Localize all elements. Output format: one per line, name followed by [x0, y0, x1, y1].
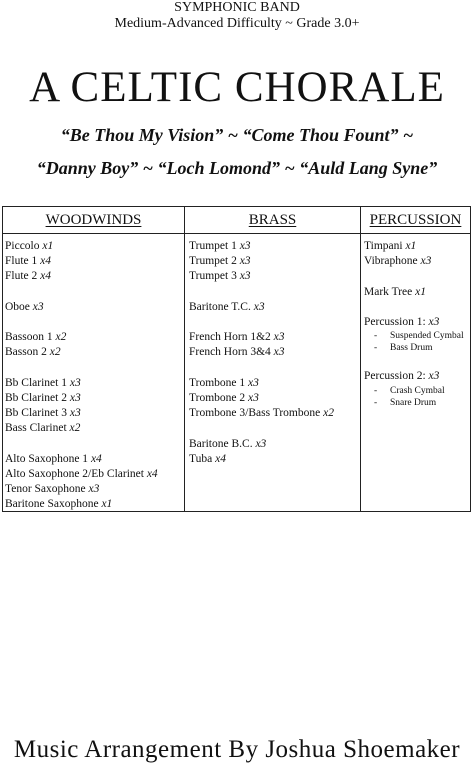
instrument-name: Oboe	[5, 300, 30, 313]
group-spacer	[5, 315, 184, 330]
woodwinds-list	[3, 239, 184, 513]
instrument-name: Alto Saxophone 1	[5, 452, 89, 465]
group-spacer	[364, 269, 470, 284]
group-spacer	[189, 421, 360, 436]
instrument-count: x2	[69, 422, 81, 435]
sub-item-dash: -	[374, 385, 378, 396]
sub-item-label: Bass Drum	[390, 343, 433, 354]
header-ensemble: SYMPHONIC BAND	[174, 0, 300, 15]
group-spacer	[5, 437, 184, 452]
instrument-name: Piccolo	[5, 240, 40, 252]
instrument-item	[189, 254, 360, 269]
instrument-count: x4	[40, 255, 51, 268]
instrument-name: Percussion 1:	[364, 315, 426, 328]
instrument-count: x3	[273, 331, 285, 344]
instrument-name: Basson 2	[5, 346, 47, 359]
instrument-name: French Horn 1&2	[189, 331, 271, 344]
instrument-name: Flute 2	[5, 270, 38, 283]
instrument-count: x3	[32, 300, 44, 313]
instrument-count: x3	[255, 437, 267, 450]
instrument-name: Tenor Saxophone	[5, 483, 86, 496]
instrumentation-table	[2, 206, 471, 512]
instrument-item	[364, 369, 470, 384]
instrument-item	[189, 330, 360, 345]
percussion-list	[361, 239, 470, 409]
instrument-item	[5, 452, 184, 467]
page-title: A CELTIC CHORALE	[29, 64, 445, 111]
instrument-count: x3	[420, 255, 432, 268]
instrument-count: x3	[239, 240, 251, 252]
instrument-name: Bass Clarinet	[5, 422, 67, 435]
instrument-count: x3	[253, 300, 265, 313]
sub-item-dash: -	[374, 331, 378, 342]
woodwinds-heading: WOODWINDS	[3, 207, 184, 234]
group-spacer	[364, 300, 470, 315]
instrument-item	[5, 467, 184, 482]
instrument-item	[5, 269, 184, 284]
brass-list	[185, 239, 360, 467]
instrument-count: x3	[248, 391, 259, 404]
instrument-count: x3	[248, 376, 259, 389]
instrument-item	[189, 391, 360, 406]
instrument-count: x4	[215, 452, 226, 465]
group-spacer	[189, 315, 360, 330]
group-spacer	[364, 354, 470, 369]
instrument-count: x3	[239, 255, 251, 268]
sub-item-label: Crash Cymbal	[390, 385, 445, 396]
instrument-name: Trombone 2	[189, 391, 246, 404]
instrument-count: x2	[49, 346, 61, 359]
instrument-count: x1	[415, 285, 426, 298]
instrument-count: x3	[69, 376, 81, 389]
percussion-sub-item	[364, 330, 470, 342]
group-spacer	[5, 285, 184, 300]
instrument-count: x3	[69, 391, 81, 404]
instrument-item	[189, 376, 360, 391]
instrument-name: Trumpet 1	[189, 240, 237, 252]
percussion-sub-item	[364, 385, 470, 397]
instrument-item	[5, 391, 184, 406]
instrument-item	[5, 482, 184, 497]
sub-item-label: Snare Drum	[390, 397, 437, 408]
instrument-item	[5, 345, 184, 360]
songs-line-1: “Be Thou My Vision” ~ “Come Thou Fount” ~	[60, 125, 414, 145]
instrument-name: Baritone Saxophone	[5, 498, 99, 511]
instrument-count: x1	[101, 498, 113, 511]
sub-item-dash: -	[374, 397, 378, 408]
instrument-item	[5, 254, 184, 269]
group-spacer	[5, 361, 184, 376]
instrument-name: Trombone 1	[189, 376, 246, 389]
instrument-name: Timpani	[364, 240, 403, 252]
woodwinds-column	[3, 207, 185, 511]
instrument-count: x2	[323, 407, 334, 420]
instrument-item	[189, 300, 360, 315]
instrument-count: x1	[405, 240, 417, 252]
songs-line-2: “Danny Boy” ~ “Loch Lomond” ~ “Auld Lang Syne”	[36, 158, 438, 178]
instrument-count: x4	[40, 270, 51, 283]
percussion-heading: PERCUSSION	[361, 207, 470, 234]
instrument-name: Mark Tree	[364, 285, 413, 298]
instrument-count: x2	[55, 331, 67, 344]
instrument-item	[189, 239, 360, 254]
instrument-name: Flute 1	[5, 255, 38, 268]
instrument-item	[5, 376, 184, 391]
instrument-count: x4	[146, 467, 158, 480]
percussion-sub-item	[364, 397, 470, 409]
instrument-item	[189, 437, 360, 452]
instrument-name: Baritone T.C.	[189, 300, 251, 313]
instrument-item	[5, 421, 184, 436]
instrument-name: French Horn 3&4	[189, 346, 271, 359]
instrument-name: Trombone 3/Bass Trombone	[189, 407, 321, 420]
instrument-count: x4	[90, 452, 102, 465]
instrument-item	[5, 300, 184, 315]
group-spacer	[189, 361, 360, 376]
percussion-sub-item	[364, 342, 470, 354]
instrument-item	[5, 330, 184, 345]
brass-heading: BRASS	[185, 207, 360, 234]
instrument-name: Percussion 2:	[364, 370, 426, 383]
instrument-count: x3	[239, 270, 251, 283]
instrument-name: Bassoon 1	[5, 331, 53, 344]
instrument-item	[5, 406, 184, 421]
instrument-name: Trumpet 2	[189, 255, 237, 268]
instrument-name: Bb Clarinet 3	[5, 407, 67, 420]
instrument-item	[5, 239, 184, 254]
instrument-name: Bb Clarinet 2	[5, 391, 67, 404]
instrument-item	[364, 254, 470, 269]
footer-credit: Music Arrangement By Joshua Shoemaker	[13, 736, 461, 763]
instrument-item	[189, 406, 360, 421]
instrument-name: Tuba	[189, 452, 213, 465]
instrument-count: x3	[428, 370, 440, 383]
sub-item-dash: -	[374, 343, 378, 354]
instrument-item	[189, 345, 360, 360]
instrument-item	[189, 269, 360, 284]
instrument-item	[189, 452, 360, 467]
instrument-name: Bb Clarinet 1	[5, 376, 67, 389]
sub-item-label: Suspended Cymbal	[390, 331, 464, 342]
instrument-item	[5, 497, 184, 512]
header-difficulty: Medium-Advanced Difficulty ~ Grade 3.0+	[114, 16, 360, 31]
group-spacer	[189, 285, 360, 300]
instrument-count: x3	[428, 315, 440, 328]
instrument-count: x3	[273, 346, 285, 359]
instrument-item	[364, 315, 470, 330]
instrument-name: Trumpet 3	[189, 270, 237, 283]
percussion-column	[361, 207, 470, 511]
brass-column	[185, 207, 361, 511]
instrument-item	[364, 239, 470, 254]
instrument-count: x3	[88, 483, 100, 496]
instrument-count: x1	[42, 240, 54, 252]
instrument-name: Vibraphone	[364, 255, 418, 268]
instrument-name: Baritone B.C.	[189, 437, 253, 450]
instrument-count: x3	[69, 407, 81, 420]
instrument-item	[364, 285, 470, 300]
instrument-name: Alto Saxophone 2/Eb Clarinet	[5, 467, 144, 480]
